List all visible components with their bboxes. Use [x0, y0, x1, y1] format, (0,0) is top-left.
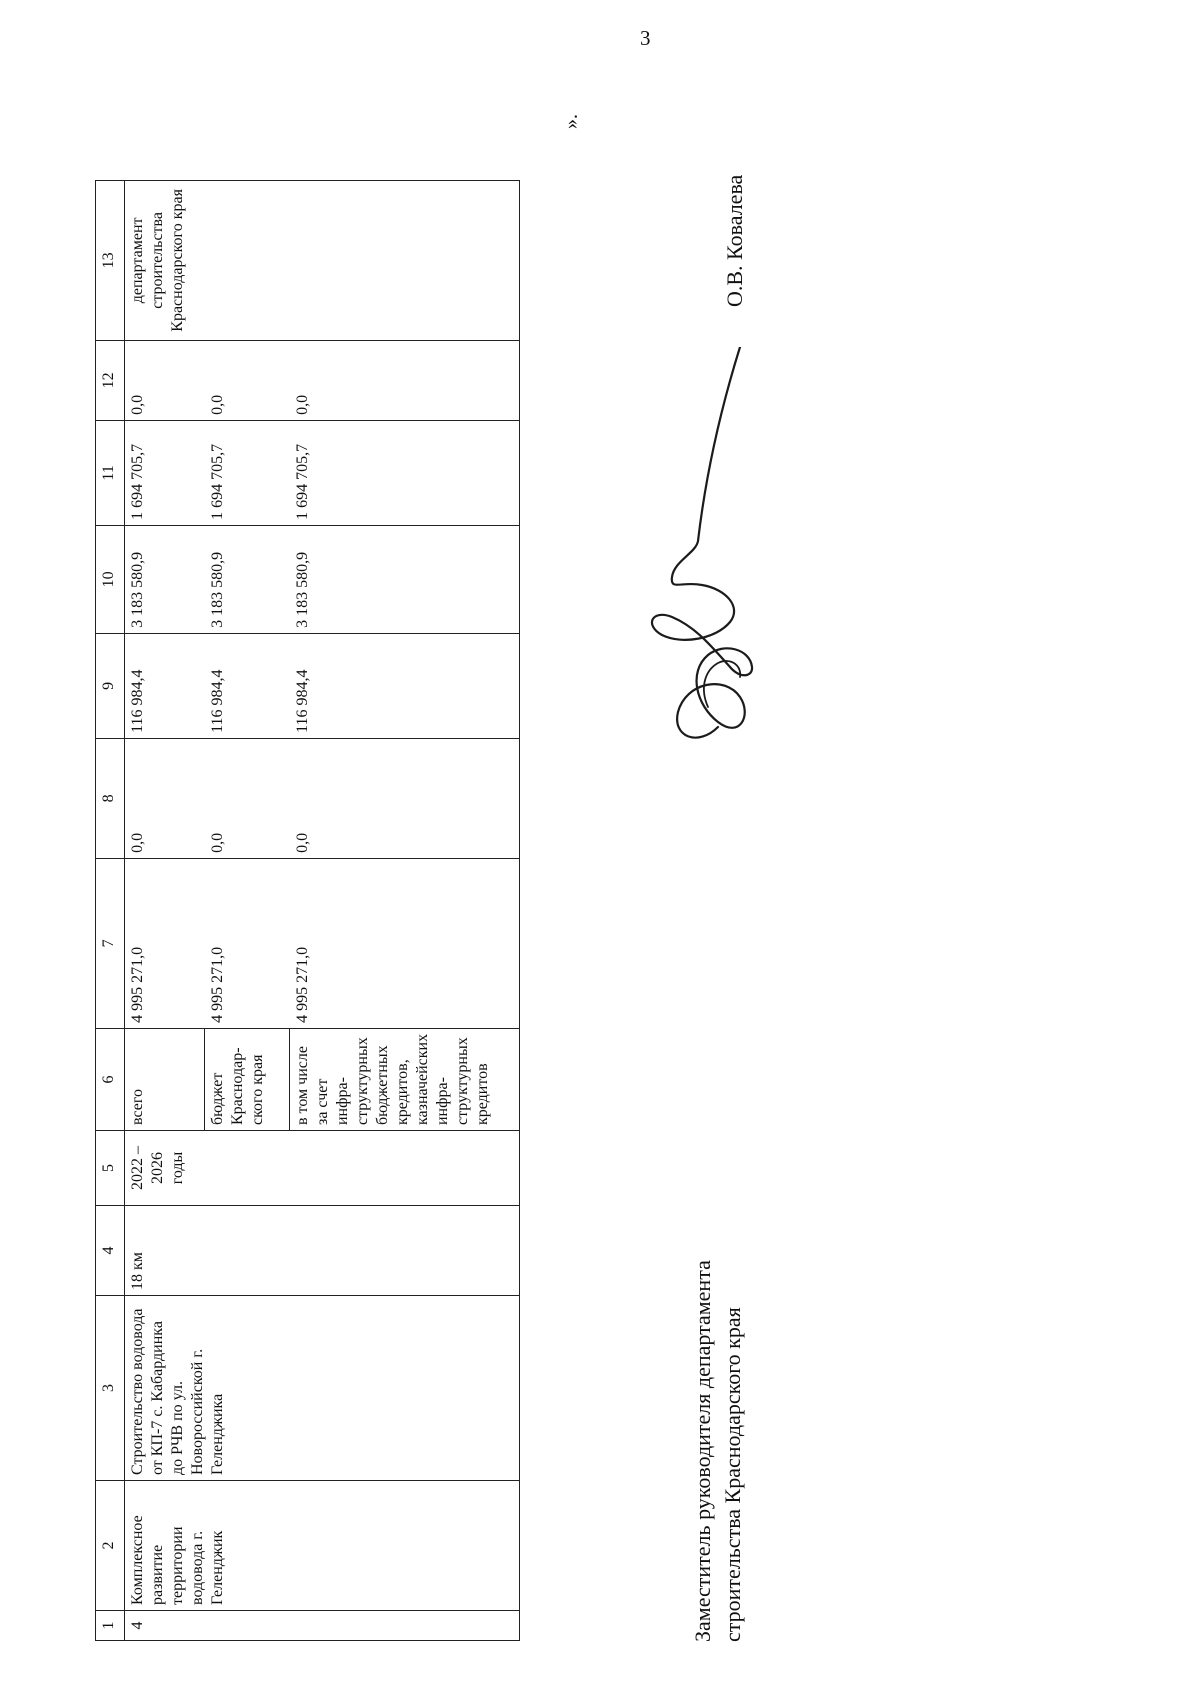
year-2025-cell: 1 694 705,7 [125, 420, 205, 525]
total-cell: 4 995 271,0 [125, 858, 205, 1028]
funding-source: всего [125, 1028, 205, 1130]
signer-name: О.В. Ковалева [722, 174, 747, 307]
object-name: Строительство водовода от КП-7 с. Кабардинка до РЧВ по ул. Новороссийской г. Геленджика [125, 1296, 520, 1481]
col-header: 8 [96, 738, 125, 858]
col-header: 4 [96, 1206, 125, 1296]
funding-source: в том числе за счет инфра-структурных бюджетных кредитов, казначейских инфра-структурных кредитов [290, 1028, 520, 1130]
year-2026-cell: 0,0 [205, 340, 290, 420]
funding-source: бюджет Краснодар-ского края [205, 1028, 290, 1130]
program-name: Комплексное развитие территории водовода г. Геленджик [125, 1481, 520, 1611]
year-2022-cell: 0,0 [290, 738, 520, 858]
year-2025-cell: 1 694 705,7 [290, 420, 520, 525]
executor: департамент строительства Краснодарского края [125, 180, 520, 340]
col-header: 5 [96, 1131, 125, 1206]
year-2022-cell: 0,0 [125, 738, 205, 858]
year-2023-cell: 116 984,4 [290, 633, 520, 738]
col-header: 3 [96, 1296, 125, 1481]
program-table [95, 180, 520, 1641]
closing-quote: ». [560, 114, 582, 129]
period: 2022 – 2026 годы [125, 1131, 520, 1206]
col-header: 1 [96, 1611, 125, 1641]
year-2026-cell: 0,0 [290, 340, 520, 420]
handwritten-signature [600, 347, 770, 767]
signer-title-line: Заместитель руководителя департамента [690, 1260, 715, 1642]
year-2024-cell: 3 183 580,9 [290, 525, 520, 633]
col-header: 13 [96, 180, 125, 340]
col-header: 9 [96, 633, 125, 738]
year-2022-cell: 0,0 [205, 738, 290, 858]
year-2023-cell: 116 984,4 [125, 633, 205, 738]
signer-title [688, 1260, 747, 1642]
row-number: 4 [125, 1611, 520, 1641]
col-header: 7 [96, 858, 125, 1028]
year-2024-cell: 3 183 580,9 [205, 525, 290, 633]
total-cell: 4 995 271,0 [205, 858, 290, 1028]
table-row [125, 180, 205, 1640]
year-2026-cell: 0,0 [125, 340, 205, 420]
total-cell: 4 995 271,0 [290, 858, 520, 1028]
year-2025-cell: 1 694 705,7 [205, 420, 290, 525]
signer-title-line: строительства Краснодарского края [719, 1307, 745, 1642]
col-header: 12 [96, 340, 125, 420]
col-header: 11 [96, 420, 125, 525]
year-2024-cell: 3 183 580,9 [125, 525, 205, 633]
col-header: 10 [96, 525, 125, 633]
col-header: 6 [96, 1028, 125, 1130]
header-row [96, 180, 125, 1640]
year-2023-cell: 116 984,4 [205, 633, 290, 738]
capacity: 18 км [125, 1206, 520, 1296]
col-header: 2 [96, 1481, 125, 1611]
page-number: 3 [640, 26, 651, 50]
